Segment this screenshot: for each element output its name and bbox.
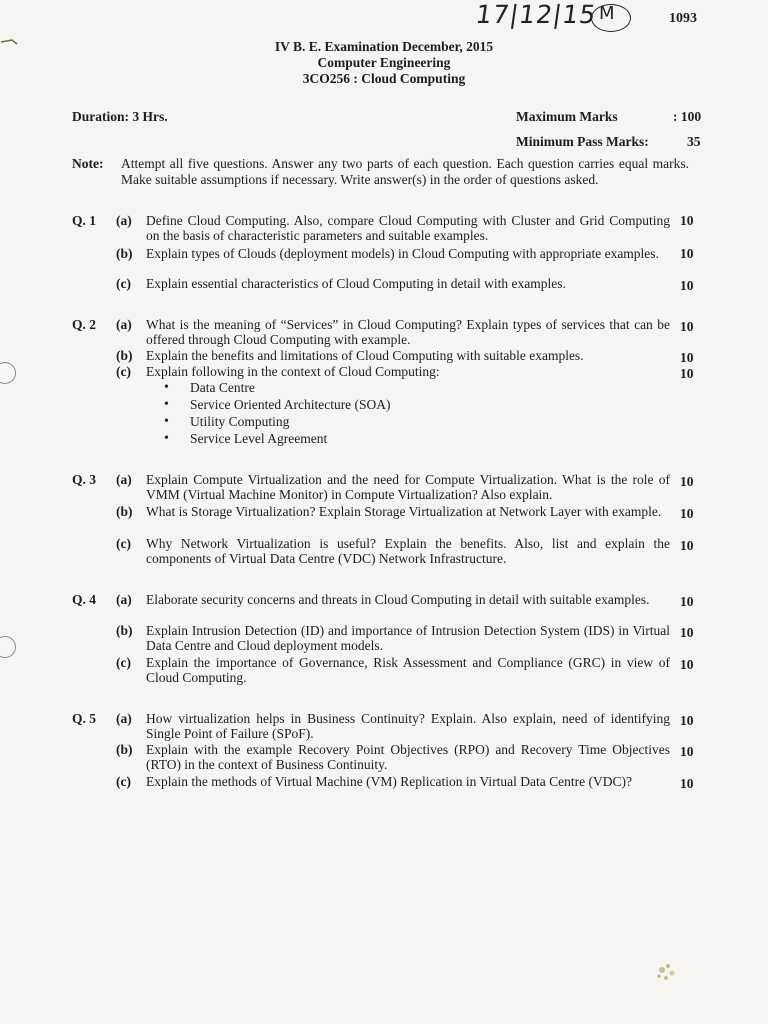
part-label: (b) [116, 742, 133, 757]
part-label: (b) [116, 623, 133, 638]
handwritten-date: 17|12|15 [473, 0, 599, 29]
part-label: (a) [116, 711, 132, 726]
part-text: Explain Compute Virtualization and the need for Compute Virtualization. What is the role of VMM (Virtual Machine Monitor) in Compute Virtualization? Also explain. [146, 472, 670, 502]
part-marks: 10 [680, 713, 694, 728]
part-text: Explain following in the context of Cloud Computing: [146, 364, 440, 379]
note-text: Attempt all five questions. Answer any two parts of each question. Each question carries equal marks. Make suitable assumptions if necessary. Write answer(s) in the order of questions asked. [121, 156, 689, 187]
part-text: Why Network Virtualization is useful? Explain the benefits. Also, list and explain the components of Virtual Data Centre (VDC) Network Infrastructure. [146, 536, 670, 566]
min-marks-label: Minimum Pass Marks: [516, 134, 649, 149]
part-marks: 10 [680, 319, 694, 334]
note-label: Note: [72, 156, 104, 171]
max-marks-value: : 100 [673, 109, 702, 124]
exam-title: IV B. E. Examination December, 2015 [274, 39, 494, 54]
stain-mark [652, 948, 692, 988]
part-marks: 10 [680, 594, 694, 609]
part-label: (a) [116, 317, 132, 332]
part-label: (a) [116, 592, 132, 607]
part-text: Explain essential characteristics of Cloud Computing in detail with examples. [146, 276, 566, 291]
part-marks: 10 [680, 506, 694, 521]
part-text: Explain Intrusion Detection (ID) and importance of Intrusion Detection System (IDS) in Virtual Data Centre and Cloud deployment models. [146, 623, 670, 653]
part-text: Elaborate security concerns and threats in Cloud Computing in detail with suitable examples. [146, 592, 650, 607]
part-text: Explain with the example Recovery Point Objectives (RPO) and Recovery Time Objectives (RTO) in the context of Business Continuity. [146, 742, 670, 772]
part-label: (a) [116, 472, 132, 487]
part-label: (c) [116, 774, 131, 789]
part-label: (a) [116, 213, 132, 228]
part-label: (c) [116, 364, 131, 379]
part-text: What is the meaning of “Services” in Cloud Computing? Explain types of services that can be offered through Cloud Computing with example. [146, 317, 670, 347]
question-number: Q. 5 [72, 711, 97, 726]
part-text: Explain the importance of Governance, Risk Assessment and Compliance (GRC) in view of Cloud Computing. [146, 655, 670, 685]
max-marks-label: Maximum Marks [516, 109, 618, 124]
part-marks: 10 [680, 657, 694, 672]
part-marks: 10 [680, 366, 694, 381]
max-marks [516, 109, 702, 125]
part-marks: 10 [680, 278, 694, 293]
exam-header [0, 39, 768, 87]
punch-hole [0, 636, 16, 658]
part-marks: 10 [680, 474, 694, 489]
question-number: Q. 4 [72, 592, 97, 607]
punch-hole [0, 362, 16, 384]
min-marks-value: 35 [687, 134, 701, 149]
part-label: (b) [116, 348, 133, 363]
duration: Duration: 3 Hrs. [72, 109, 168, 124]
part-marks: 10 [680, 246, 694, 261]
min-marks [516, 134, 701, 150]
part-text: Define Cloud Computing. Also, compare Cloud Computing with Cluster and Grid Computing on the basis of characteristic parameters and suitable examples. [146, 213, 670, 243]
part-text: What is Storage Virtualization? Explain Storage Virtualization at Network Layer with example. [146, 504, 662, 519]
paper-code: 1093 [669, 11, 697, 26]
part-marks: 10 [680, 744, 694, 759]
part-text: Explain the benefits and limitations of Cloud Computing with suitable examples. [146, 348, 584, 363]
question-number: Q. 1 [72, 213, 97, 228]
part-marks: 10 [680, 350, 694, 365]
department: Computer Engineering [317, 55, 451, 70]
handwritten-circle-text: M [599, 3, 615, 24]
part-label: (c) [116, 536, 131, 551]
part-label: (b) [116, 504, 133, 519]
course-title: 3CO256 : Cloud Computing [302, 71, 466, 86]
question-number: Q. 2 [72, 317, 97, 332]
part-marks: 10 [680, 776, 694, 791]
question-number: Q. 3 [72, 472, 97, 487]
part-marks: 10 [680, 538, 694, 553]
part-marks: 10 [680, 213, 694, 228]
part-label: (c) [116, 276, 131, 291]
part-label: (c) [116, 655, 131, 670]
part-text: Explain types of Clouds (deployment models) in Cloud Computing with appropriate examples. [146, 246, 659, 261]
part-marks: 10 [680, 625, 694, 640]
part-label: (b) [116, 246, 133, 261]
part-text: How virtualization helps in Business Continuity? Explain. Also explain, need of identifying Single Point of Failure (SPoF). [146, 711, 670, 741]
part-text: Explain the methods of Virtual Machine (VM) Replication in Virtual Data Centre (VDC)? [146, 774, 633, 789]
